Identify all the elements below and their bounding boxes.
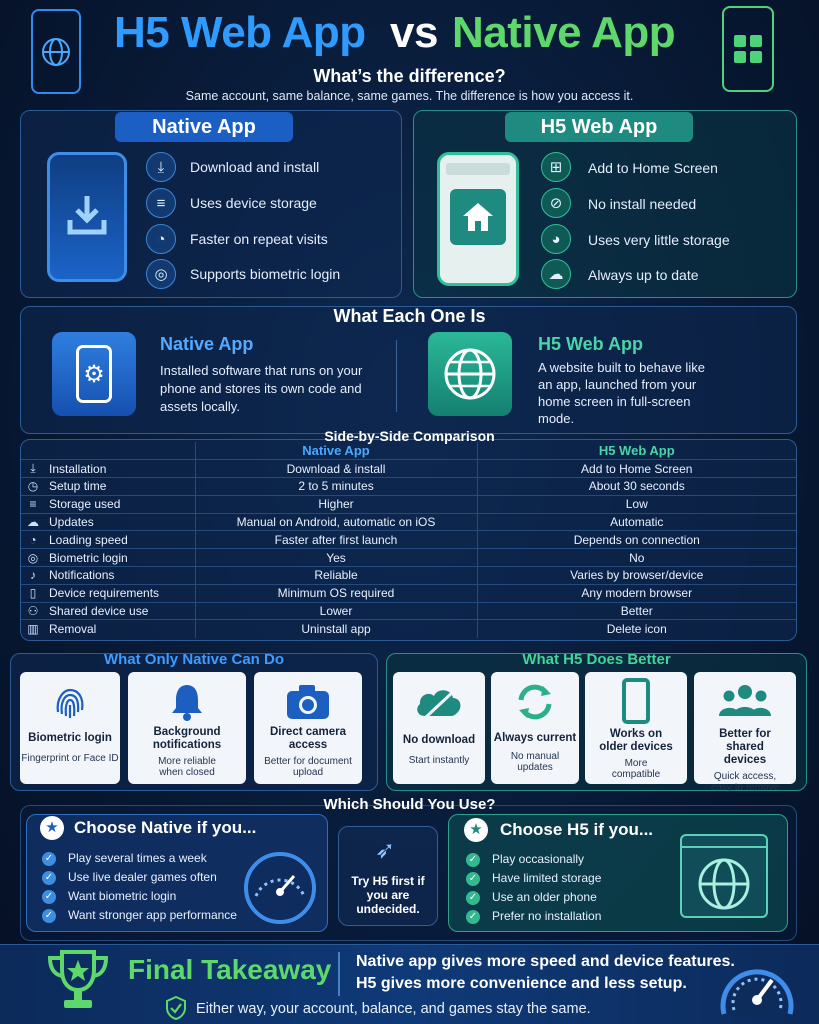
native-cell: Uninstall app bbox=[195, 620, 477, 638]
card-title: Background notifications bbox=[152, 726, 222, 751]
row-label: Device requirements bbox=[45, 584, 195, 602]
fingerprint-icon bbox=[48, 682, 92, 726]
card-sub: Better for document upload bbox=[264, 756, 352, 778]
row-label: Shared device use bbox=[45, 602, 195, 620]
table-row bbox=[21, 513, 796, 531]
card-title: Better for shared devices bbox=[719, 728, 771, 766]
speedometer-icon bbox=[240, 848, 320, 928]
check-icon: ✓ bbox=[466, 910, 480, 924]
h5-feature-label: Add to Home Screen bbox=[588, 160, 718, 176]
star-icon: ★ bbox=[464, 818, 488, 842]
h5-what-title: H5 Web App bbox=[538, 334, 644, 354]
database-icon: ≡ bbox=[21, 495, 45, 513]
users-icon bbox=[717, 682, 773, 720]
table-row bbox=[21, 602, 796, 620]
native-check-item: ✓ Want stronger app performance bbox=[42, 908, 237, 923]
database-icon: ≡ bbox=[146, 188, 176, 218]
choose-h5-head: Choose H5 if you... bbox=[500, 820, 654, 839]
table-row bbox=[21, 549, 796, 567]
cloud-icon: ☁ bbox=[21, 513, 45, 531]
native-cell: Minimum OS required bbox=[195, 584, 477, 602]
h5-better-title: What H5 Does Better bbox=[522, 651, 671, 668]
phone-icon: ▯ bbox=[21, 584, 45, 602]
star-icon: ★ bbox=[40, 816, 64, 840]
globe-icon bbox=[428, 332, 512, 416]
native-check-item: ✓ Play several times a week bbox=[42, 851, 207, 866]
check-icon: ✓ bbox=[466, 891, 480, 905]
h5-card-no-download bbox=[393, 672, 485, 784]
what-each-title: What Each One Is bbox=[333, 306, 486, 326]
native-feature-label: Faster on repeat visits bbox=[190, 231, 328, 247]
card-sub: No manual updates bbox=[510, 751, 560, 773]
table-row bbox=[21, 567, 796, 585]
h5-cell: About 30 seconds bbox=[477, 478, 796, 496]
native-phone-illustration bbox=[47, 152, 127, 282]
gear-phone-icon: ⚙ bbox=[52, 332, 136, 416]
camera-icon bbox=[284, 682, 332, 722]
shield-check-icon bbox=[165, 996, 187, 1020]
h5-feature-label: Always up to date bbox=[588, 267, 699, 283]
native-cell: Higher bbox=[195, 495, 477, 513]
native-check-item: ✓ Want biometric login bbox=[42, 889, 176, 904]
no-download-cloud-icon bbox=[411, 680, 467, 724]
trophy-icon bbox=[42, 948, 114, 1014]
download-icon: ⤓ bbox=[146, 152, 176, 182]
check-icon: ✓ bbox=[42, 852, 56, 866]
native-feature-label: Uses device storage bbox=[190, 195, 317, 211]
h5-cell: Delete icon bbox=[477, 620, 796, 638]
h5-cell: Better bbox=[477, 602, 796, 620]
row-label: Loading speed bbox=[45, 531, 195, 549]
card-sub: More compatible bbox=[611, 758, 661, 780]
tagline: Same account, same balance, same games. The difference is how you access it. bbox=[185, 89, 634, 103]
check-icon: ✓ bbox=[42, 871, 56, 885]
takeaway-footer: Either way, your account, balance, and games stay the same. bbox=[196, 1001, 591, 1017]
native-feature-label: Supports biometric login bbox=[190, 266, 341, 282]
phone-icon bbox=[622, 678, 650, 724]
title-h5: H5 Web App bbox=[114, 8, 366, 57]
takeaway-line1: Native app gives more speed and device features. bbox=[356, 953, 735, 970]
h5-cell: Low bbox=[477, 495, 796, 513]
trash-icon: ▥ bbox=[21, 620, 45, 638]
check-icon: ✓ bbox=[466, 872, 480, 886]
speedometer-icon: ◔ bbox=[146, 224, 176, 254]
native-cell: Download & install bbox=[195, 460, 477, 478]
refresh-icon bbox=[513, 680, 557, 724]
table-row bbox=[21, 460, 796, 478]
card-title: Direct camera access bbox=[269, 726, 347, 751]
h5-cell: Add to Home Screen bbox=[477, 460, 796, 478]
h5-check-item: ✓ Use an older phone bbox=[466, 890, 597, 905]
cloud-upload-icon: ☁ bbox=[541, 259, 571, 289]
choose-native-head: Choose Native if you... bbox=[74, 818, 257, 837]
native-cell: Yes bbox=[195, 549, 477, 567]
takeaway-divider bbox=[338, 952, 340, 996]
native-card-notifications bbox=[128, 672, 246, 784]
table-row bbox=[21, 584, 796, 602]
native-cell: Lower bbox=[195, 602, 477, 620]
native-check-item: ✓ Use live dealer games often bbox=[42, 870, 217, 885]
native-card-camera bbox=[254, 672, 362, 784]
speedometer-icon bbox=[716, 950, 798, 1022]
h5-card-shared-devices bbox=[694, 672, 796, 793]
divider bbox=[396, 340, 397, 412]
native-panel-title: Native App bbox=[115, 112, 293, 142]
col-header-h5: H5 Web App bbox=[477, 442, 796, 460]
native-cell: 2 to 5 minutes bbox=[195, 478, 477, 496]
row-label: Notifications bbox=[45, 567, 195, 585]
h5-cell: Automatic bbox=[477, 513, 796, 531]
users-icon: ⚇ bbox=[21, 602, 45, 620]
row-label: Setup time bbox=[45, 478, 195, 496]
check-icon: ✓ bbox=[466, 853, 480, 867]
title-vs: vs bbox=[390, 8, 438, 57]
row-label: Installation bbox=[45, 460, 195, 478]
h5-check-item: ✓ Have limited storage bbox=[466, 871, 601, 886]
h5-check-item: ✓ Play occasionally bbox=[466, 852, 584, 867]
h5-feature-label: Uses very little storage bbox=[588, 232, 730, 248]
home-icon bbox=[450, 189, 506, 245]
clock-icon: ◷ bbox=[21, 478, 45, 496]
speedometer-icon: ◔ bbox=[21, 531, 45, 549]
h5-cell: Any modern browser bbox=[477, 584, 796, 602]
takeaway-line2: H5 gives more convenience and less setup. bbox=[356, 975, 687, 992]
subtitle: What’s the difference? bbox=[313, 66, 506, 86]
no-install-icon: ⊘ bbox=[541, 188, 571, 218]
download-icon bbox=[62, 190, 112, 245]
h5-what-desc: A website built to behave like an app, launched from your home screen in full-screen mode. bbox=[538, 360, 705, 426]
row-label: Storage used bbox=[45, 495, 195, 513]
native-cell: Manual on Android, automatic on iOS bbox=[195, 513, 477, 531]
pie-icon: ◕ bbox=[541, 224, 571, 254]
row-label: Updates bbox=[45, 513, 195, 531]
native-what-title: Native App bbox=[160, 334, 254, 354]
native-feature-label: Download and install bbox=[190, 159, 320, 175]
fingerprint-icon: ◎ bbox=[21, 549, 45, 567]
takeaway-title: Final Takeaway bbox=[128, 954, 332, 985]
h5-feature-label: No install needed bbox=[588, 196, 697, 212]
row-label: Removal bbox=[45, 620, 195, 638]
native-cell: Reliable bbox=[195, 567, 477, 585]
native-only-title: What Only Native Can Do bbox=[103, 651, 285, 668]
native-cell: Faster after first launch bbox=[195, 531, 477, 549]
h5-card-older-devices bbox=[585, 672, 687, 784]
table-row bbox=[21, 531, 796, 549]
table-row bbox=[21, 620, 796, 638]
h5-cell: Depends on connection bbox=[477, 531, 796, 549]
check-icon: ✓ bbox=[42, 909, 56, 923]
bell-icon: ♪ bbox=[21, 567, 45, 585]
card-title: Biometric login bbox=[28, 732, 112, 744]
h5-card-always-current bbox=[491, 672, 579, 784]
card-sub: Quick access, easy to remove bbox=[710, 771, 780, 793]
table-row bbox=[21, 495, 796, 513]
title-native: Native App bbox=[452, 8, 676, 57]
h5-panel-title: H5 Web App bbox=[505, 112, 693, 142]
native-what-desc: Installed software that runs on your phone and stores its own code and assets locally. bbox=[160, 363, 363, 414]
card-sub: More reliable when closed bbox=[158, 756, 216, 778]
table-row bbox=[21, 478, 796, 496]
download-icon: ⤓ bbox=[21, 460, 45, 478]
check-icon: ✓ bbox=[42, 890, 56, 904]
comparison-title: Side-by-Side Comparison bbox=[324, 428, 495, 444]
middle-suggestion-text: Try H5 first if you are undecided. bbox=[351, 874, 425, 916]
rocket-icon: ➶ bbox=[375, 837, 396, 864]
native-card-biometric bbox=[20, 672, 120, 784]
h5-phone-illustration bbox=[437, 152, 519, 286]
plus-square-icon: ⊞ bbox=[541, 152, 571, 182]
bell-icon bbox=[165, 680, 209, 724]
row-label: Biometric login bbox=[45, 549, 195, 567]
comparison-table bbox=[21, 442, 796, 638]
browser-globe-icon bbox=[680, 834, 768, 918]
card-title: Works on older devices bbox=[599, 728, 673, 753]
fingerprint-icon: ◎ bbox=[146, 259, 176, 289]
card-title: No download bbox=[402, 734, 476, 746]
card-sub: Fingerprint or Face ID bbox=[21, 753, 119, 764]
which-title: Which Should You Use? bbox=[323, 796, 496, 813]
card-sub: Start instantly bbox=[408, 755, 470, 766]
h5-cell: No bbox=[477, 549, 796, 567]
h5-check-item: ✓ Prefer no installation bbox=[466, 909, 601, 924]
h5-cell: Varies by browser/device bbox=[477, 567, 796, 585]
card-title: Always current bbox=[493, 732, 577, 744]
col-header-native: Native App bbox=[195, 442, 477, 460]
